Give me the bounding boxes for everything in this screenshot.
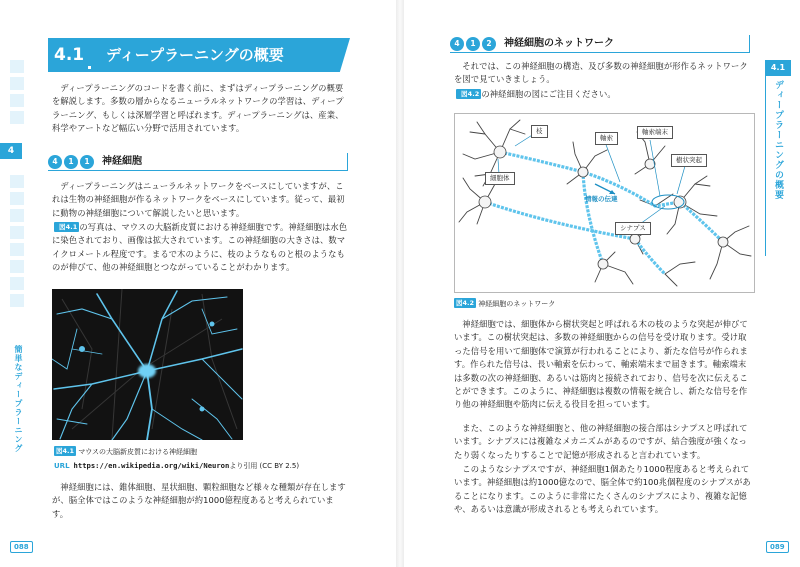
label-axon-terminal: 軸索端末 <box>637 126 673 139</box>
badge-chapter: 4 <box>48 155 62 169</box>
right-paragraph-4: また、このような神経細胞と、他の神経細胞の接合部はシナプスと呼ばれています。シナプスには複雑なメカニズムがあるのですが、結合強度が強くなったり弱くなったりすることで記憶が形成されると言われています。 <box>454 423 748 460</box>
badge-chapter: 4 <box>450 37 464 51</box>
badge-section: 1 <box>64 155 78 169</box>
figure-2-ref-tag: 図4.2 <box>456 89 481 99</box>
paragraph-2 <box>52 221 348 275</box>
chapter-tab-strip-lower <box>10 175 24 311</box>
label-cell-body: 細胞体 <box>485 172 515 185</box>
right-paragraph-1: それでは、この神経細胞の構造、及び多数の神経細胞が形作るネットワークを図で見ていきましょう。 <box>454 61 748 85</box>
section-title: ディープラーニングの概要 <box>106 46 284 64</box>
right-paragraph-2-text: の神経細胞の図にご注目ください。 <box>481 89 616 99</box>
source-url-link[interactable]: https://en.wikipedia.org/wiki/Neuron <box>73 461 230 470</box>
url-label: URL <box>54 462 70 470</box>
axon-paths <box>485 152 723 274</box>
neuron-photo <box>52 289 243 440</box>
figure-2-caption <box>454 298 752 310</box>
right-paragraph-2 <box>454 88 752 101</box>
page-number-right: 089 <box>766 541 789 553</box>
subsection-header <box>48 153 348 171</box>
section-header <box>48 38 350 72</box>
figure-2-tag: 図4.2 <box>456 299 475 307</box>
right-paragraph-3: 神経細胞では、細胞体から樹状突起と呼ばれる木の枝のような突起が伸びています。この樹状突起は、多数の神経細胞からの信号を受け取ります。受け取った信号を用いて細胞体で演算が行われることにより、新たな信号が作られます。作られた信号は、長い軸索を伝わって、軸索端末まで届きます。軸索端末は多数の次の神経細胞、あるいは筋肉と接続されており、信号を次に伝えることができます。このように、神経細胞は複数の情報を統合し、新たな信号を作り他の神経細胞や筋肉に伝える役目を担っています。 <box>454 319 748 410</box>
source-url-suffix: より引用 (CC BY 2.5) <box>229 462 300 470</box>
figure-1-tag: 図4.1 <box>56 447 75 455</box>
label-signal: 情報の伝達 <box>585 195 618 203</box>
figure-1-caption <box>54 446 350 458</box>
neuron-cell-body <box>138 364 156 378</box>
section-tab-number: 4.1 <box>765 60 791 76</box>
subsection-title: 神経細胞 <box>102 156 142 167</box>
figure-ref-tag: 図4.1 <box>54 222 79 232</box>
paragraph-2-text: の写真は、マウスの大脳新皮質における神経細胞です。神経細胞は水色に染色されており、画像は拡大されています。この神経細胞の大きさは、数マイクロメートル程度です。まるで木のように、枝のようなものと根のようなものが伸びて、他の神経細胞とつながっていることがわかります。 <box>52 222 348 273</box>
figure-1-caption-text: マウスの大脳新皮質における神経細胞 <box>78 448 198 456</box>
section-number: 4.1 <box>48 38 96 72</box>
intro-paragraph: ディープラーニングのコードを書く前に、まずはディープラーニングの概要を解説します。多数の層からなるニューラルネットワークの学習は、ディープラーニング、もしくは深層学習と呼ばれます。ディープラーニングは、産業、科学やアートなど幅広い分野で活用されています。 <box>52 83 344 134</box>
label-branch: 枝 <box>531 125 548 138</box>
chapter-tab-strip <box>10 60 24 128</box>
chapter-vertical-title: 簡単なディープラーニング <box>14 345 23 453</box>
label-axon: 軸索 <box>595 132 618 145</box>
chapter-tab-number: 4 <box>0 143 22 159</box>
label-synapse: シナプス <box>615 222 651 235</box>
figure-1-source <box>54 460 354 472</box>
label-leader-lines <box>498 132 685 224</box>
label-dendrite: 樹状突起 <box>671 154 707 167</box>
paragraph-3: 神経細胞には、錐体細胞、星状細胞、顆粒細胞など様々な種類が存在しますが、脳全体ではこのような神経細胞が約1000億程度あると考えられています。 <box>52 482 346 519</box>
badge-subsection: 2 <box>482 37 496 51</box>
neuron-network-diagram <box>454 113 755 293</box>
subsection-title-right: 神経細胞のネットワーク <box>504 38 614 49</box>
paragraph-1: ディープラーニングはニューラルネットワークをベースにしていますが、これは生物の神経細胞が作るネットワークをベースにしています。従って、最初に動物の神経細胞について解説したいと思います。 <box>52 181 345 218</box>
section-vertical-title: ディープラーニングの概要 <box>773 80 783 200</box>
right-paragraph-5: このようなシナプスですが、神経細胞1個あたり1000程度あると考えられています。神経細胞は約1000億なので、脳全体で約100兆個程度のシナプスがあることになります。このように非常にたくさんのシナプスにより、複雑な記憶や、あるいは意識が形成されるとも考えられています。 <box>454 464 751 515</box>
badge-section: 1 <box>466 37 480 51</box>
subsection-header-right <box>450 35 750 53</box>
badge-subsection: 1 <box>80 155 94 169</box>
page-number: 088 <box>10 541 33 553</box>
figure-2-caption-text: 神経細胞のネットワーク <box>478 300 556 308</box>
book-gutter <box>396 0 404 567</box>
